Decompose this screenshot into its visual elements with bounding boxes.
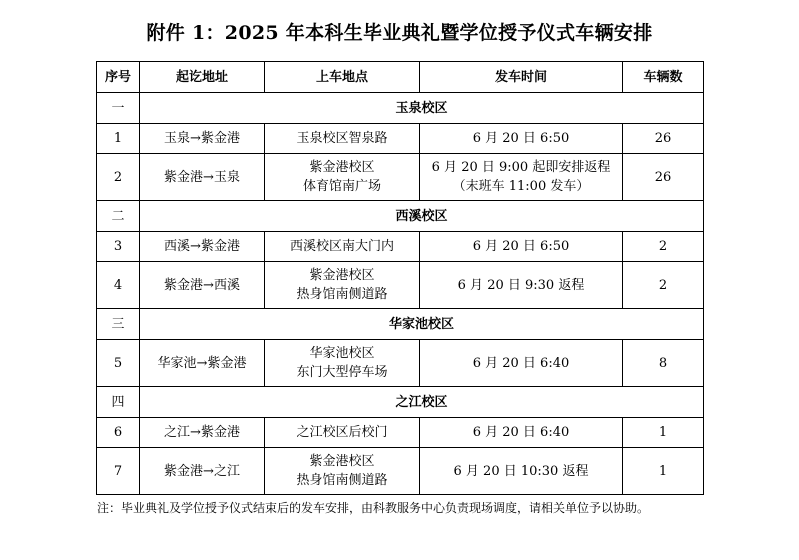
table-row	[97, 418, 704, 448]
pickup-line: 紫金港校区	[309, 454, 375, 469]
row-time	[420, 418, 623, 448]
table-row	[97, 262, 704, 309]
pickup-line: 之江校区后校门	[296, 425, 388, 440]
pickup-line: 热身馆南侧道路	[296, 287, 388, 302]
row-count: 2	[623, 232, 704, 262]
row-pickup	[265, 262, 420, 309]
row-time	[420, 340, 623, 387]
pickup-line: 紫金港校区	[309, 268, 375, 283]
row-time	[420, 232, 623, 262]
row-count: 26	[623, 124, 704, 154]
header-time: 发车时间	[420, 62, 623, 93]
time-line: 6 月 20 日 6:40	[472, 355, 570, 371]
section-row-zhijiang	[97, 387, 704, 418]
section-index: 三	[97, 309, 140, 340]
row-no: 4	[97, 262, 140, 309]
row-pickup	[265, 124, 420, 154]
row-route: 之江→紫金港	[140, 418, 265, 448]
document-title: 附件 1：2025 年本科生毕业典礼暨学位授予仪式车辆安排	[146, 22, 653, 44]
row-count: 8	[623, 340, 704, 387]
time-line: 6 月 20 日 9:30 返程	[457, 277, 585, 293]
pickup-line: 热身馆南侧道路	[296, 473, 388, 488]
section-row-huajiachi	[97, 309, 704, 340]
section-name: 华家池校区	[140, 309, 704, 340]
pickup-line: 紫金港校区	[309, 160, 375, 175]
section-name: 玉泉校区	[140, 93, 704, 124]
row-time	[420, 124, 623, 154]
pickup-line: 玉泉校区智泉路	[296, 131, 388, 146]
row-no: 1	[97, 124, 140, 154]
header-route: 起讫地址	[140, 62, 265, 93]
row-pickup	[265, 232, 420, 262]
footnote: 注：毕业典礼及学位授予仪式结束后的发车安排，由科教服务中心负责现场调度，请相关单位予以协助。	[97, 501, 650, 515]
table-row	[97, 340, 704, 387]
row-count: 26	[623, 154, 704, 201]
table-row	[97, 154, 704, 201]
time-line: 6 月 20 日 6:50	[472, 239, 570, 254]
row-route: 紫金港→西溪	[140, 262, 265, 309]
row-pickup	[265, 340, 420, 387]
section-row-yuquan	[97, 93, 704, 124]
pickup-line: 西溪校区南大门内	[289, 239, 394, 254]
row-no: 6	[97, 418, 140, 448]
time-line: 6 月 20 日 6:40	[472, 425, 570, 440]
section-name: 西溪校区	[140, 201, 704, 232]
time-line: 6 月 20 日 6:50	[472, 131, 570, 146]
time-line: 6 月 20 日 9:00 起即安排返程	[431, 160, 611, 175]
time-line: （末班车 11:00 发车）	[452, 179, 590, 194]
row-pickup	[265, 154, 420, 201]
row-route: 紫金港→玉泉	[140, 154, 265, 201]
section-index: 一	[97, 93, 140, 124]
row-time	[420, 448, 623, 495]
row-no: 7	[97, 448, 140, 495]
pickup-line: 华家池校区	[309, 346, 375, 361]
row-no: 5	[97, 340, 140, 387]
row-no: 3	[97, 232, 140, 262]
header-pickup: 上车地点	[265, 62, 420, 93]
row-count: 2	[623, 262, 704, 309]
table-header-row	[97, 62, 704, 93]
section-index: 二	[97, 201, 140, 232]
row-route: 华家池→紫金港	[140, 340, 265, 387]
row-route: 西溪→紫金港	[140, 232, 265, 262]
header-count: 车辆数	[623, 62, 704, 93]
pickup-line: 体育馆南广场	[302, 179, 381, 194]
row-count: 1	[623, 448, 704, 495]
row-pickup	[265, 448, 420, 495]
row-time	[420, 262, 623, 309]
row-time	[420, 154, 623, 201]
table-row	[97, 124, 704, 154]
pickup-line: 东门大型停车场	[296, 365, 388, 380]
section-row-xixi	[97, 201, 704, 232]
row-count: 1	[623, 418, 704, 448]
row-route: 玉泉→紫金港	[140, 124, 265, 154]
section-name: 之江校区	[140, 387, 704, 418]
table-row	[97, 232, 704, 262]
row-route: 紫金港→之江	[140, 448, 265, 495]
header-seq: 序号	[97, 62, 140, 93]
vehicle-schedule-table	[96, 61, 704, 495]
row-pickup	[265, 418, 420, 448]
section-index: 四	[97, 387, 140, 418]
row-no: 2	[97, 154, 140, 201]
table-row	[97, 448, 704, 495]
time-line: 6 月 20 日 10:30 返程	[453, 463, 589, 479]
